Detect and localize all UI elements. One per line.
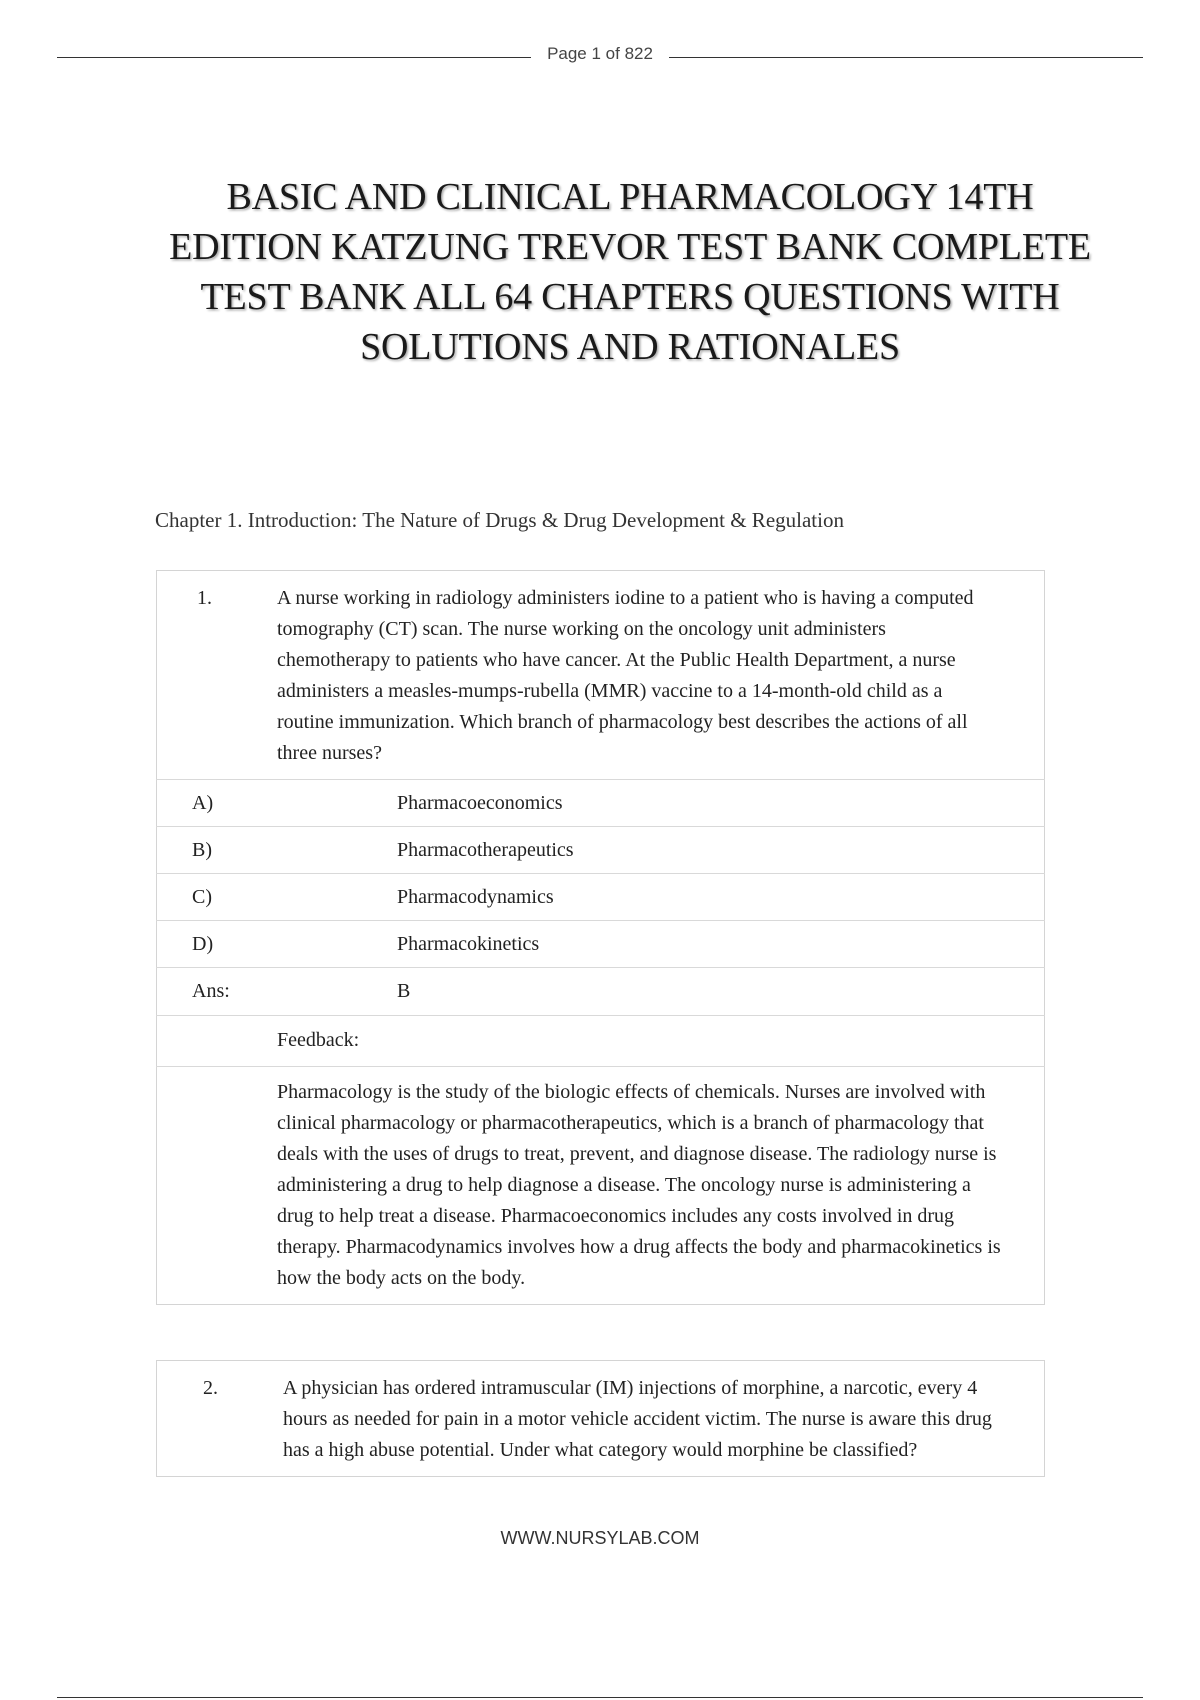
option-a-label: A) (157, 780, 398, 827)
option-b-label: B) (157, 827, 398, 874)
option-d-text: Pharmacokinetics (397, 921, 1045, 968)
chapter-heading: Chapter 1. Introduction: The Nature of Drugs & Drug Development & Regulation (155, 508, 844, 532)
feedback-label-row (157, 1016, 1045, 1067)
option-row-b (157, 827, 1045, 874)
question-1-stem: A nurse working in radiology administers iodine to a patient who is having a computed tomography (CT) scan. The nurse working on the oncology unit administers chemotherapy to patients who have cancer. At the Public Health Department, a nurse administers a measles-mumps-rubella (MMR) vaccine to a 14-month-old child as a routine immunization. Which branch of pharmacology best describes the actions of all three nurses? (277, 587, 974, 764)
feedback-text: Pharmacology is the study of the biologic effects of chemicals. Nurses are involved with clinical pharmacology or pharmacotherapeutics, which is a branch of pharmacology that deals with the uses of drugs to treat, prevent, and diagnose disease. The radiology nurse is administering a drug to help diagnose a disease. The oncology nurse is administering a drug to help treat a disease. Pharmacoeconomics includes any costs involved in drug therapy. Pharmacodynamics involves how a drug affects the body and pharmacokinetics is how the body acts on the body. (157, 1067, 1045, 1305)
question-2-stem-cell (157, 1361, 1045, 1477)
question-2-stem: A physician has ordered intramuscular (IM) injections of morphine, a narcotic, every 4 hours as needed for pain in a motor vehicle accident victim. The nurse is aware this drug has a high abuse potential. Under what category would morphine be classified? (283, 1377, 992, 1461)
title-line-1: BASIC AND CLINICAL PHARMACOLOGY 14TH (226, 176, 1034, 218)
title-line-4: SOLUTIONS AND RATIONALES (360, 326, 900, 368)
option-b-text: Pharmacotherapeutics (397, 827, 1045, 874)
option-row-c (157, 874, 1045, 921)
question-2-number: 2. (203, 1377, 218, 1399)
answer-label: Ans: (157, 968, 398, 1016)
page-number: Page 1 of 822 (531, 44, 669, 64)
option-a-text: Pharmacoeconomics (397, 780, 1045, 827)
question-2-stem-row (157, 1361, 1045, 1477)
option-d-label: D) (157, 921, 398, 968)
footer-website: WWW.NURSYLAB.COM (500, 1528, 700, 1548)
question-1-stem-cell (157, 571, 1045, 780)
title-line-3: TEST BANK ALL 64 CHAPTERS QUESTIONS WITH (200, 276, 1060, 318)
feedback-label: Feedback: (157, 1016, 1045, 1067)
document-title (120, 172, 1140, 372)
option-c-label: C) (157, 874, 398, 921)
answer-value: B (397, 968, 1045, 1016)
answer-row (157, 968, 1045, 1016)
option-c-text: Pharmacodynamics (397, 874, 1045, 921)
option-row-d (157, 921, 1045, 968)
question-1-stem-row (157, 571, 1045, 780)
option-row-a (157, 780, 1045, 827)
title-line-2: EDITION KATZUNG TREVOR TEST BANK COMPLETE (169, 226, 1091, 268)
feedback-text-row (157, 1067, 1045, 1305)
question-1-table (156, 570, 1045, 1305)
bottom-rule (57, 1697, 1143, 1698)
question-2-table (156, 1360, 1045, 1477)
question-1-number: 1. (197, 587, 212, 609)
